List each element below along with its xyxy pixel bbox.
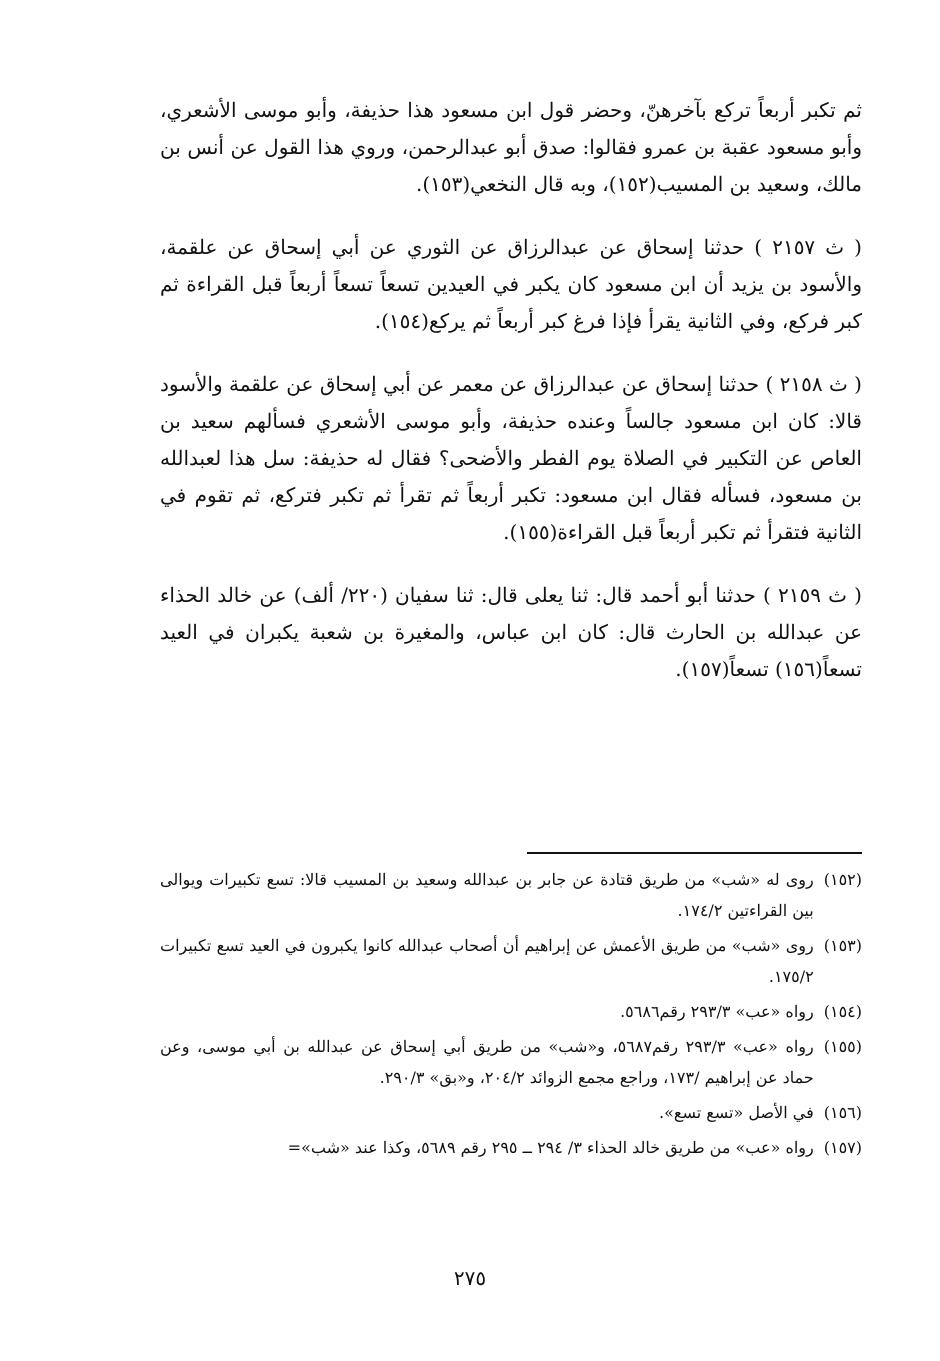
page-number: ٢٧٥ — [453, 1266, 487, 1290]
footnote-154 — [160, 996, 862, 1027]
footnote-number: (١٥٥) — [823, 1037, 862, 1056]
footnote-156 — [160, 1097, 862, 1128]
footnote-text: روى له «شب» من طريق قتادة عن جابر بن عبدالله وسعيد بن المسيب قالا: تسع تكبيرات ويوالى بين القراءتين ١٧٤/٢. — [160, 870, 814, 920]
paragraph-intro: ثم تكبر أربعاً تركع بآخرهنّ، وحضر قول ابن مسعود هذا حذيفة، وأبو موسى الأشعري، وأبو مسعود عقبة بن عمرو فقالوا: صدق أبو عبدالرحمن، وروي هذا القول عن أنس بن مالك، وسعيد بن المسيب(١٥٢)، وبه قال النخعي(١٥٣). — [160, 98, 862, 196]
footnote-text: رواه «عب» من طريق خالد الحذاء ٣/ ٢٩٤ ــ ٢٩٥ رقم ٥٦٨٩، وكذا عند «شب»= — [287, 1138, 814, 1157]
paragraph-athar-2159: ( ث ٢١٥٩ ) حدثنا أبو أحمد قال: ثنا يعلى قال: ثنا سفيان (٢٢٠/ ألف) عن خالد الحذاء عن عبدالله بن الحارث قال: كان ابن عباس، والمغيرة بن شعبة يكبران في العيد تسعاً(١٥٦) تسعاً(١٥٧). — [160, 583, 862, 681]
footnote-text: رواه «عب» ٢٩٣/٣ رقم٥٦٨٦. — [620, 1002, 814, 1021]
footnote-text: رواه «عب» ٢٩٣/٣ رقم٥٦٨٧، و«شب» من طريق أبي إسحاق عن عبدالله بن أبي موسى، وعن حماد عن إبراهيم /١٧٣، وراجع مجمع الزوائد ٢٠٤/٢، و«بق» ٢٩٠/٣. — [160, 1037, 814, 1087]
footnote-153 — [160, 930, 862, 992]
paragraph-athar-2158: ( ث ٢١٥٨ ) حدثنا إسحاق عن عبدالرزاق عن معمر عن أبي إسحاق عن علقمة والأسود قالا: كان ابن مسعود جالساً وعنده حذيفة، وأبو موسى الأشعري فسألهم سعيد بن العاص عن التكبير في الصلاة يوم الفطر والأضحى؟ فقال له حذيفة: سل هذا لعبدالله بن مسعود، فسأله فقال ابن مسعود: تكبر أربعاً ثم تقرأ ثم تكبر فتركع، ثم تقوم في الثانية فتقرأ ثم تكبر أربعاً قبل القراءة(١٥٥). — [160, 372, 862, 544]
footnote-157 — [160, 1132, 862, 1163]
footnote-text: روى «شب» من طريق الأعمش عن إبراهيم أن أصحاب عبدالله كانوا يكبرون في العيد تسع تكبيرات ١٧٥/٢. — [160, 936, 814, 986]
footnotes — [160, 864, 862, 1167]
footnote-number: (١٥٧) — [823, 1138, 862, 1157]
paragraph-athar-2157: ( ث ٢١٥٧ ) حدثنا إسحاق عن عبدالرزاق عن الثوري عن أبي إسحاق عن علقمة، والأسود بن يزيد أن ابن مسعود كان يكبر في العيدين تسعاً تسعاً أربعاً قبل القراءة ثم كبر فركع، وفي الثانية يقرأ فإذا فرغ كبر أربعاً ثم يركع(١٥٤). — [160, 235, 862, 333]
main-text — [160, 92, 862, 714]
footnote-text: في الأصل «تسع تسع». — [659, 1103, 814, 1122]
footnote-number: (١٥٤) — [823, 1002, 862, 1021]
footnote-number: (١٥٣) — [823, 936, 862, 955]
footnote-divider — [527, 852, 862, 854]
footnote-number: (١٥٦) — [823, 1103, 862, 1122]
footnote-number: (١٥٢) — [823, 870, 862, 889]
footnote-155 — [160, 1031, 862, 1093]
footnote-152 — [160, 864, 862, 926]
